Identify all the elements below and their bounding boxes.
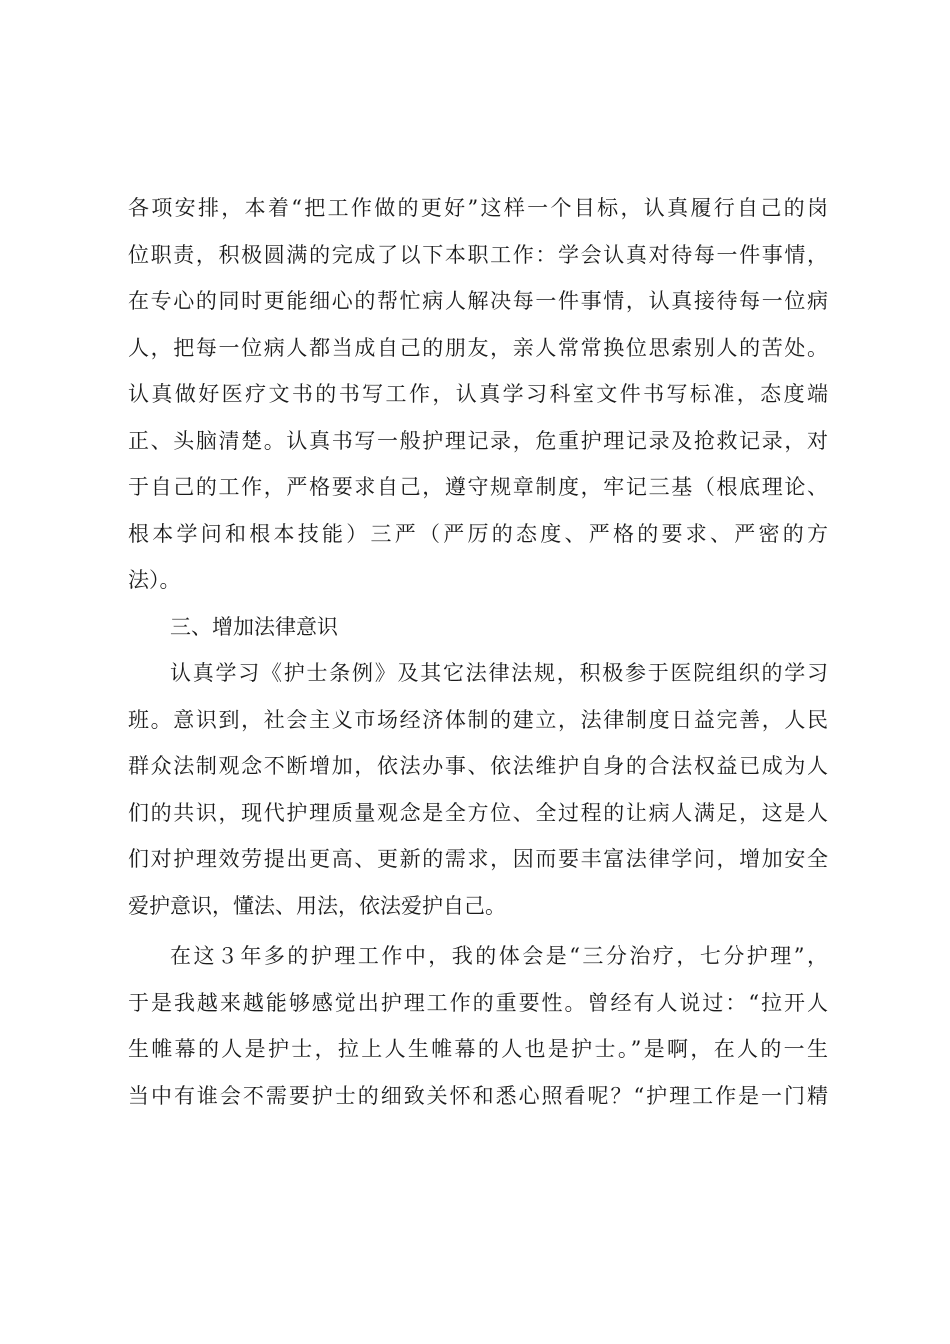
- text-line: 认真做好医疗文书的书写工作，认真学习科室文件书写标准，态度端: [128, 382, 828, 406]
- text-line: 生帷幕的人是护士，拉上人生帷幕的人也是护士。”是啊，在人的一生: [128, 1037, 828, 1061]
- text-line: 于是我越来越能够感觉出护理工作的重要性。曾经有人说过：“拉开人: [128, 990, 828, 1015]
- text-line: 根本学问和根本技能）三严（严厉的态度、严格的要求、严密的方: [128, 521, 828, 546]
- text-line: 位职责，积极圆满的完成了以下本职工作：学会认真对待每一件事情，: [128, 242, 828, 267]
- text-line: 当中有谁会不需要护士的细致关怀和悉心照看呢？“护理工作是一门精: [128, 1083, 828, 1108]
- text-line: 群众法制观念不断增加，依法办事、依法维护自身的合法权益已成为人: [128, 754, 828, 778]
- text-line: 认真学习《护士条例》及其它法律法规，积极参于医院组织的学习: [170, 661, 828, 685]
- section-heading: 三、增加法律意识: [170, 614, 338, 639]
- text-line: 爱护意识，懂法、用法，依法爱护自己。: [128, 893, 506, 918]
- text-line: 在专心的同时更能细心的帮忙病人解决每一件事情，认真接待每一位病: [128, 289, 828, 313]
- text-line: 于自己的工作，严格要求自己，遵守规章制度，牢记三基（根底理论、: [128, 475, 828, 499]
- text-line: 法）。: [128, 568, 181, 592]
- text-line: 各项安排，本着“把工作做的更好”这样一个目标，认真履行自己的岗: [128, 196, 828, 220]
- text-line: 在这３年多的护理工作中，我的体会是“三分治疗，七分护理”，: [170, 944, 828, 968]
- text-line: 班。意识到，社会主义市场经济体制的建立，法律制度日益完善，人民: [128, 707, 828, 732]
- document-body: [128, 185, 828, 1119]
- text-line: 们的共识，现代护理质量观念是全方位、全过程的让病人满足，这是人: [128, 800, 828, 825]
- text-line: 正、头脑清楚。认真书写一般护理记录，危重护理记录及抢救记录，对: [128, 428, 828, 453]
- text-line: 人，把每一位病人都当成自己的朋友，亲人常常换位思索别人的苦处。: [128, 335, 828, 360]
- text-line: 们对护理效劳提出更高、更新的需求，因而要丰富法律学问，增加安全: [128, 847, 828, 871]
